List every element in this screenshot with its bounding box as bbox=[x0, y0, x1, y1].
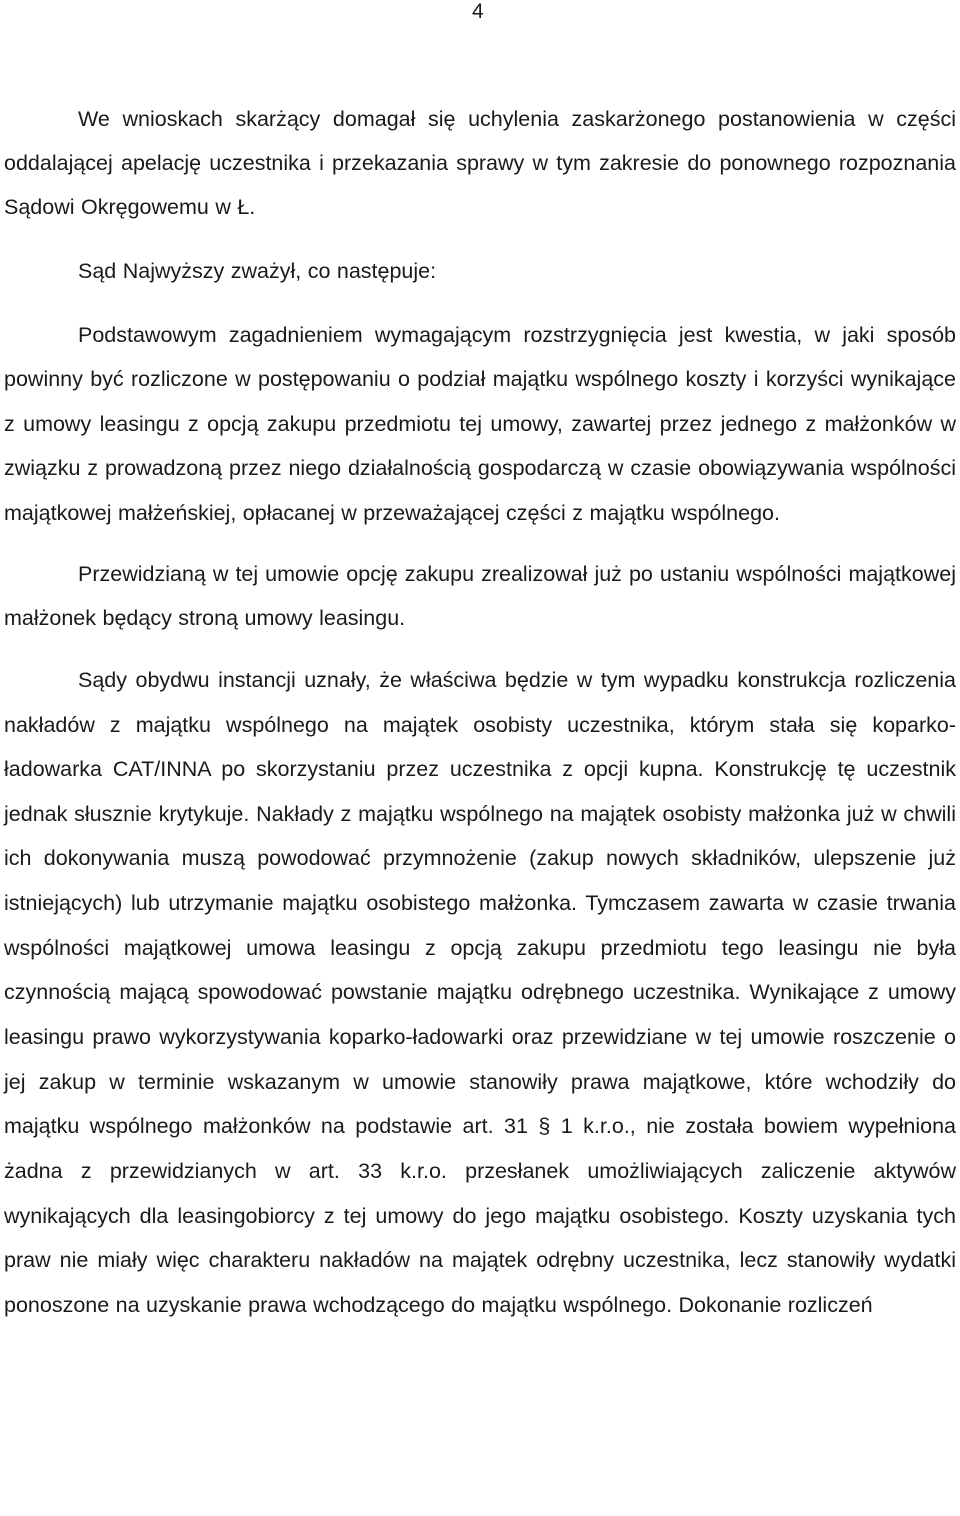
paragraph-request: We wnioskach skarżący domagał się uchylenia zaskarżonego postanowienia w części oddalającej apelację uczestnika i przekazania sprawy w tym zakresie do ponownego rozpoznania Sądowi Okręgowemu w Ł. bbox=[4, 107, 956, 219]
paragraph-purchase-option: Przewidzianą w tej umowie opcję zakupu zrealizował już po ustaniu wspólności majątkowej małżonek będący stroną umowy leasingu. bbox=[4, 562, 956, 631]
paragraph-main-issue: Podstawowym zagadnieniem wymagającym rozstrzygnięcia jest kwestia, w jaki sposób powinny być rozliczone w postępowaniu o podział majątku wspólnego koszty i korzyści wynikające z umowy leasingu z opcją zakupu przedmiotu tej umowy, zawartej przez jednego z małżonków w związku z prowadzoną przez niego działalnością gospodarczą w czasie obowiązywania wspólności majątkowej małżeńskiej, opłacanej w przeważającej części z majątku wspólnego. bbox=[4, 323, 956, 525]
paragraph-court-considered: Sąd Najwyższy zważył, co następuje: bbox=[78, 259, 437, 283]
page-number: 4 bbox=[472, 0, 484, 23]
paragraph-courts-reasoning: Sądy obydwu instancji uznały, że właściwa będzie w tym wypadku konstrukcja rozliczenia nakładów z majątku wspólnego na majątek osobisty uczestnika, którym stała się koparko-ładowarka CAT/INNA po skorzystaniu przez uczestnika z opcji kupna. Konstrukcję tę uczestnik jednak słusznie krytykuje. Nakłady z majątku wspólnego na majątek osobisty małżonka już w chwili ich dokonywania muszą powodować przymnożenie (zakup nowych składników, ulepszenie już istniejących) lub utrzymanie majątku osobistego małżonka. Tymczasem zawarta w czasie trwania wspólności majątkowej umowa leasingu z opcją zakupu przedmiotu tego leasingu nie była czynnością mającą spowodować powstanie majątku odrębnego uczestnika. Wynikające z umowy leasingu prawo wykorzystywania koparko-ładowarki oraz przewidziane w tej umowie roszczenie o jej zakup w terminie wskazanym w umowie stanowiły prawa majątkowe, które wchodziły do majątku wspólnego małżonków na podstawie art. 31 § 1 k.r.o., nie została bowiem wypełniona żadna z przewidzianych w art. 33 k.r.o. przesłanek umożliwiających zaliczenie aktywów wynikających dla leasingobiorcy z tej umowy do jego majątku osobistego. Koszty uzyskania tych praw nie miały więc charakteru nakładów na majątek odrębny uczestnika, lecz stanowiły wydatki ponoszone na uzyskanie prawa wchodzącego do majątku wspólnego. Dokonanie rozliczeń bbox=[4, 667, 956, 1318]
document-body bbox=[4, 97, 956, 1328]
